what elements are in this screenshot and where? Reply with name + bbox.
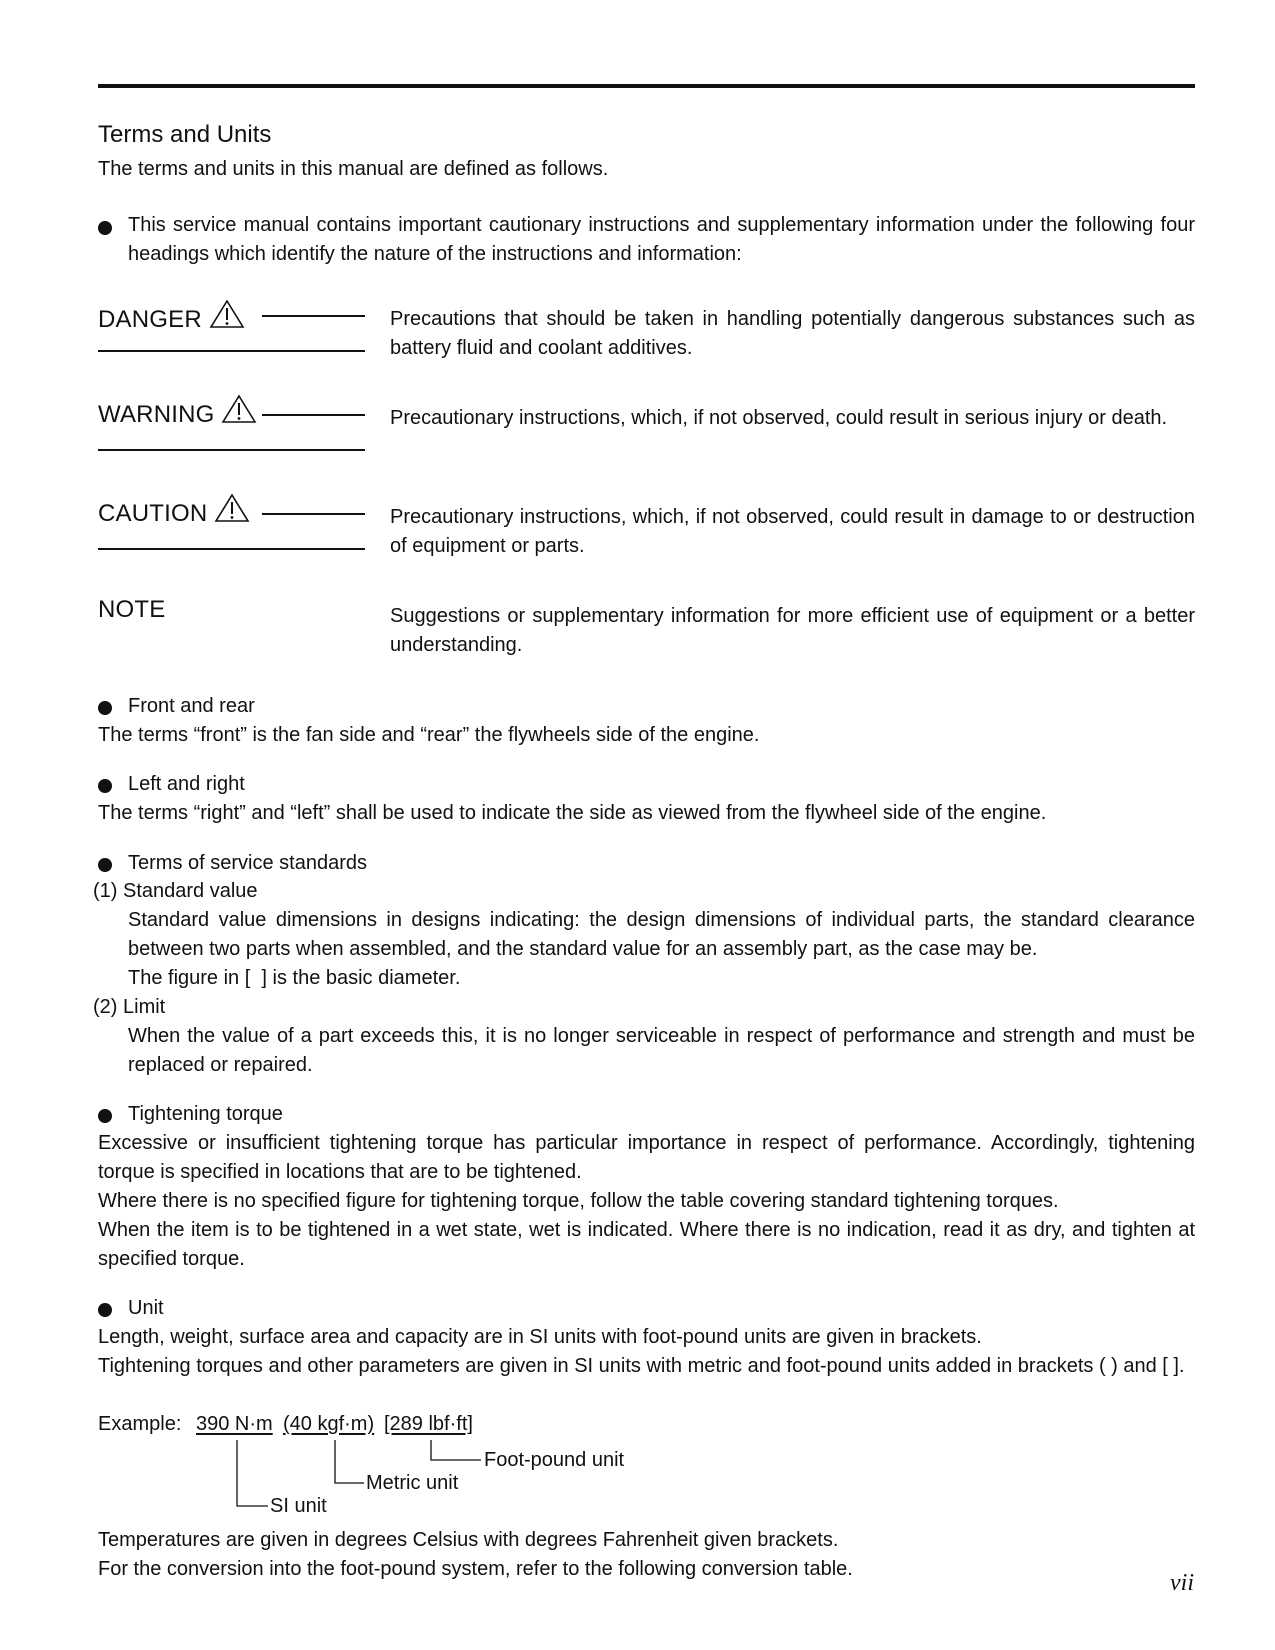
service-standards-heading: Terms of service standards <box>128 852 367 874</box>
unit-heading: Unit <box>128 1297 164 1319</box>
standard-value-text: Standard value dimensions in designs indicating: the design dimensions of individual parts, the standard clearance between two parts when assembled, and the standard value for an assembly part, as the case may be. <box>128 909 1195 960</box>
example-si-value: 390 N·m <box>196 1413 273 1435</box>
caution-definition: Precautionary instructions, which, if not observed, could result in damage to or destruction of equipment or parts. <box>390 506 1195 557</box>
torque-text-1: Excessive or insufficient tightening torque has particular importance in respect of performance. Accordingly, tightening torque is specified in locations that are to be tightened. <box>98 1132 1195 1183</box>
danger-definition: Precautions that should be taken in handling potentially dangerous substances such as battery fluid and coolant additives. <box>390 308 1195 359</box>
warning-definition: Precautionary instructions, which, if not observed, could result in serious injury or death. <box>390 407 1168 429</box>
unit-text-2: Tightening torques and other parameters are given in SI units with metric and foot-pound units added in brackets ( ) and [ ]. <box>98 1355 1185 1377</box>
note-label: NOTE <box>98 596 166 623</box>
caution-label-text: CAUTION <box>98 500 208 527</box>
headings-intro-text: This service manual contains important cautionary instructions and supplementary information under the following four headings which identify the nature of the instructions and information: <box>128 214 1195 265</box>
warning-label-text: WARNING <box>98 401 215 428</box>
left-right-heading: Left and right <box>128 773 245 795</box>
unit-text-4: For the conversion into the foot-pound system, refer to the following conversion table. <box>98 1558 853 1580</box>
front-rear-heading: Front and rear <box>128 695 255 717</box>
metric-callout-line <box>335 1440 364 1483</box>
foot-pound-callout-line <box>431 1440 481 1460</box>
danger-label-text: DANGER <box>98 306 202 333</box>
limit-text: When the value of a part exceeds this, it is no longer serviceable in respect of performance and strength and must be replaced or repaired. <box>128 1025 1195 1076</box>
basic-diameter-text: The figure in [ ] is the basic diameter. <box>128 967 461 989</box>
torque-heading: Tightening torque <box>128 1103 283 1125</box>
unit-text-1: Length, weight, surface area and capacity are in SI units with foot-pound units are given in brackets. <box>98 1326 982 1348</box>
page-title: Terms and Units <box>98 121 272 148</box>
page-number: vii <box>1170 1570 1194 1596</box>
torque-text-2: Where there is no specified figure for tightening torque, follow the table covering standard tightening torques. <box>98 1190 1059 1212</box>
metric-callout: Metric unit <box>366 1472 459 1494</box>
unit-text-3: Temperatures are given in degrees Celsius with degrees Fahrenheit given brackets. <box>98 1529 839 1551</box>
left-right-text: The terms “right” and “left” shall be used to indicate the side as viewed from the flywheel side of the engine. <box>98 802 1047 824</box>
note-definition: Suggestions or supplementary information for more efficient use of equipment or a better understanding. <box>390 605 1195 656</box>
example-foot-pound-value: [289 lbf·ft] <box>384 1413 473 1435</box>
intro-text: The terms and units in this manual are defined as follows. <box>98 158 609 180</box>
example-metric-value: (40 kgf·m) <box>283 1413 375 1435</box>
example-label: Example: <box>98 1413 182 1435</box>
standard-value-label: (1) Standard value <box>93 880 258 902</box>
front-rear-text: The terms “front” is the fan side and “rear” the flywheels side of the engine. <box>98 724 760 746</box>
si-callout-line <box>237 1440 268 1506</box>
si-callout: SI unit <box>270 1495 327 1517</box>
limit-label: (2) Limit <box>93 996 166 1018</box>
torque-text-3: When the item is to be tightened in a wet state, wet is indicated. Where there is no indication, read it as dry, and tighten at specified torque. <box>98 1219 1195 1270</box>
foot-pound-callout: Foot-pound unit <box>484 1449 625 1471</box>
